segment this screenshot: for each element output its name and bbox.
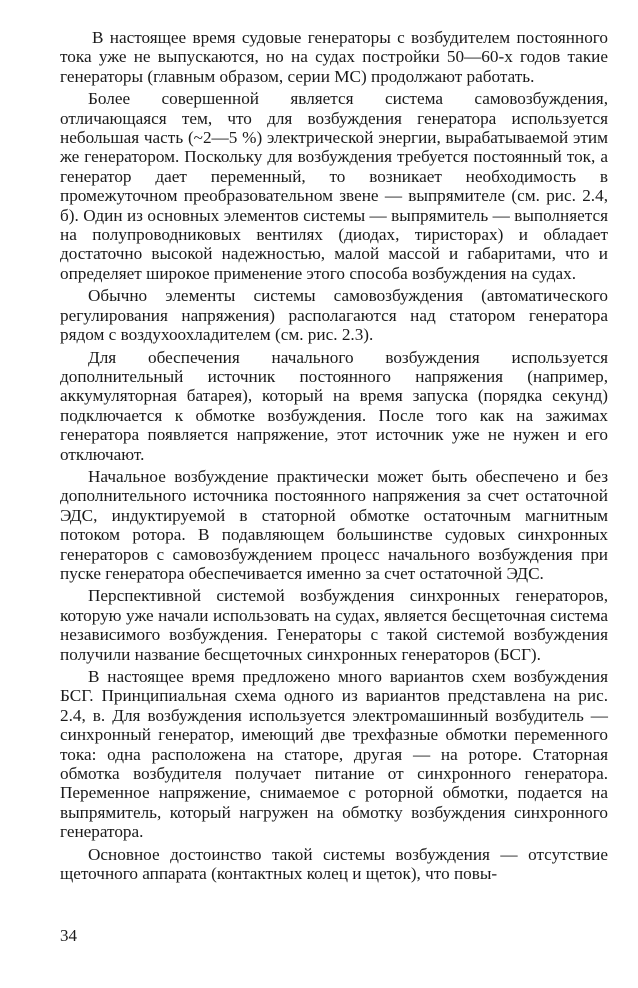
page-number: 34 xyxy=(60,926,77,945)
paragraph-7: В настоящее время предложено много вариантов схем возбуждения БСГ. Принципиальная схема одного из вариантов представлена на рис. 2.4, в. Для возбуждения используется электромашинный возбудитель — синхронный генератор, имеющий две трехфазные обмотки переменного тока: одна расположена на статоре, другая — на роторе. Статорная обмотка возбудителя получает питание от синхронного генератора. Переменное напряжение, снимаемое с роторной обмотки, подается на выпрямитель, который нагружен на обмотку возбуждения синхронного генератора. xyxy=(60,667,608,842)
paragraph-1: В настоящее время судовые генераторы с возбудителем постоянного тока уже не выпускаются, но на судах постройки 50—60-х годов такие генераторы (главным образом, серии МС) продолжают работать. xyxy=(60,28,608,86)
paragraph-8: Основное достоинство такой системы возбуждения — отсутствие щеточного аппарата (контактных колец и щеток), что повы- xyxy=(60,844,608,884)
paragraph-2: Более совершенной является система самовозбуждения, отличающаяся тем, что для возбуждения генератора используется небольшая часть (~2—5 %) электрической энергии, вырабатываемой этим же генератором. Поскольку для возбуждения требуется постоянный ток, а генератор дает переменный, то возникает необходимость в промежуточном преобразовательном звене — выпрямителе (см. рис. 2.4, б). Один из основных элементов системы — выпрямитель — выполняется на полупроводниковых вентилях (диодах, тиристорах) и обладает достаточно высокой надежностью, малой массой и габаритами, что и определяет широкое применение этого способа возбуждения на судах. xyxy=(60,89,608,283)
page-body xyxy=(60,28,608,886)
paragraph-6: Перспективной системой возбуждения синхронных генераторов, которую уже начали использовать на судах, является бесщеточная система независимого возбуждения. Генераторы с такой системой возбуждения получили название бесщеточных синхронных генераторов (БСГ). xyxy=(60,586,608,664)
paragraph-3: Обычно элементы системы самовозбуждения (автоматического регулирования напряжения) располагаются над статором генератора рядом с воздухоохладителем (см. рис. 2.3). xyxy=(60,286,608,345)
paragraph-5: Начальное возбуждение практически может быть обеспечено и без дополнительного источника постоянного напряжения за счет остаточной ЭДС, индуктируемой в статорной обмотке остаточным магнитным потоком ротора. В подавляющем большинстве судовых синхронных генераторов с самовозбуждением процесс начального возбуждения при пуске генератора обеспечивается именно за счет остаточной ЭДС. xyxy=(60,466,608,583)
paragraph-4: Для обеспечения начального возбуждения используется дополнительный источник постоянного напряжения (например, аккумуляторная батарея), который на время запуска (порядка секунд) подключается к обмотке возбуждения. После того как на зажимах генератора появляется напряжение, этот источник уже не нужен и его отключают. xyxy=(60,347,608,464)
